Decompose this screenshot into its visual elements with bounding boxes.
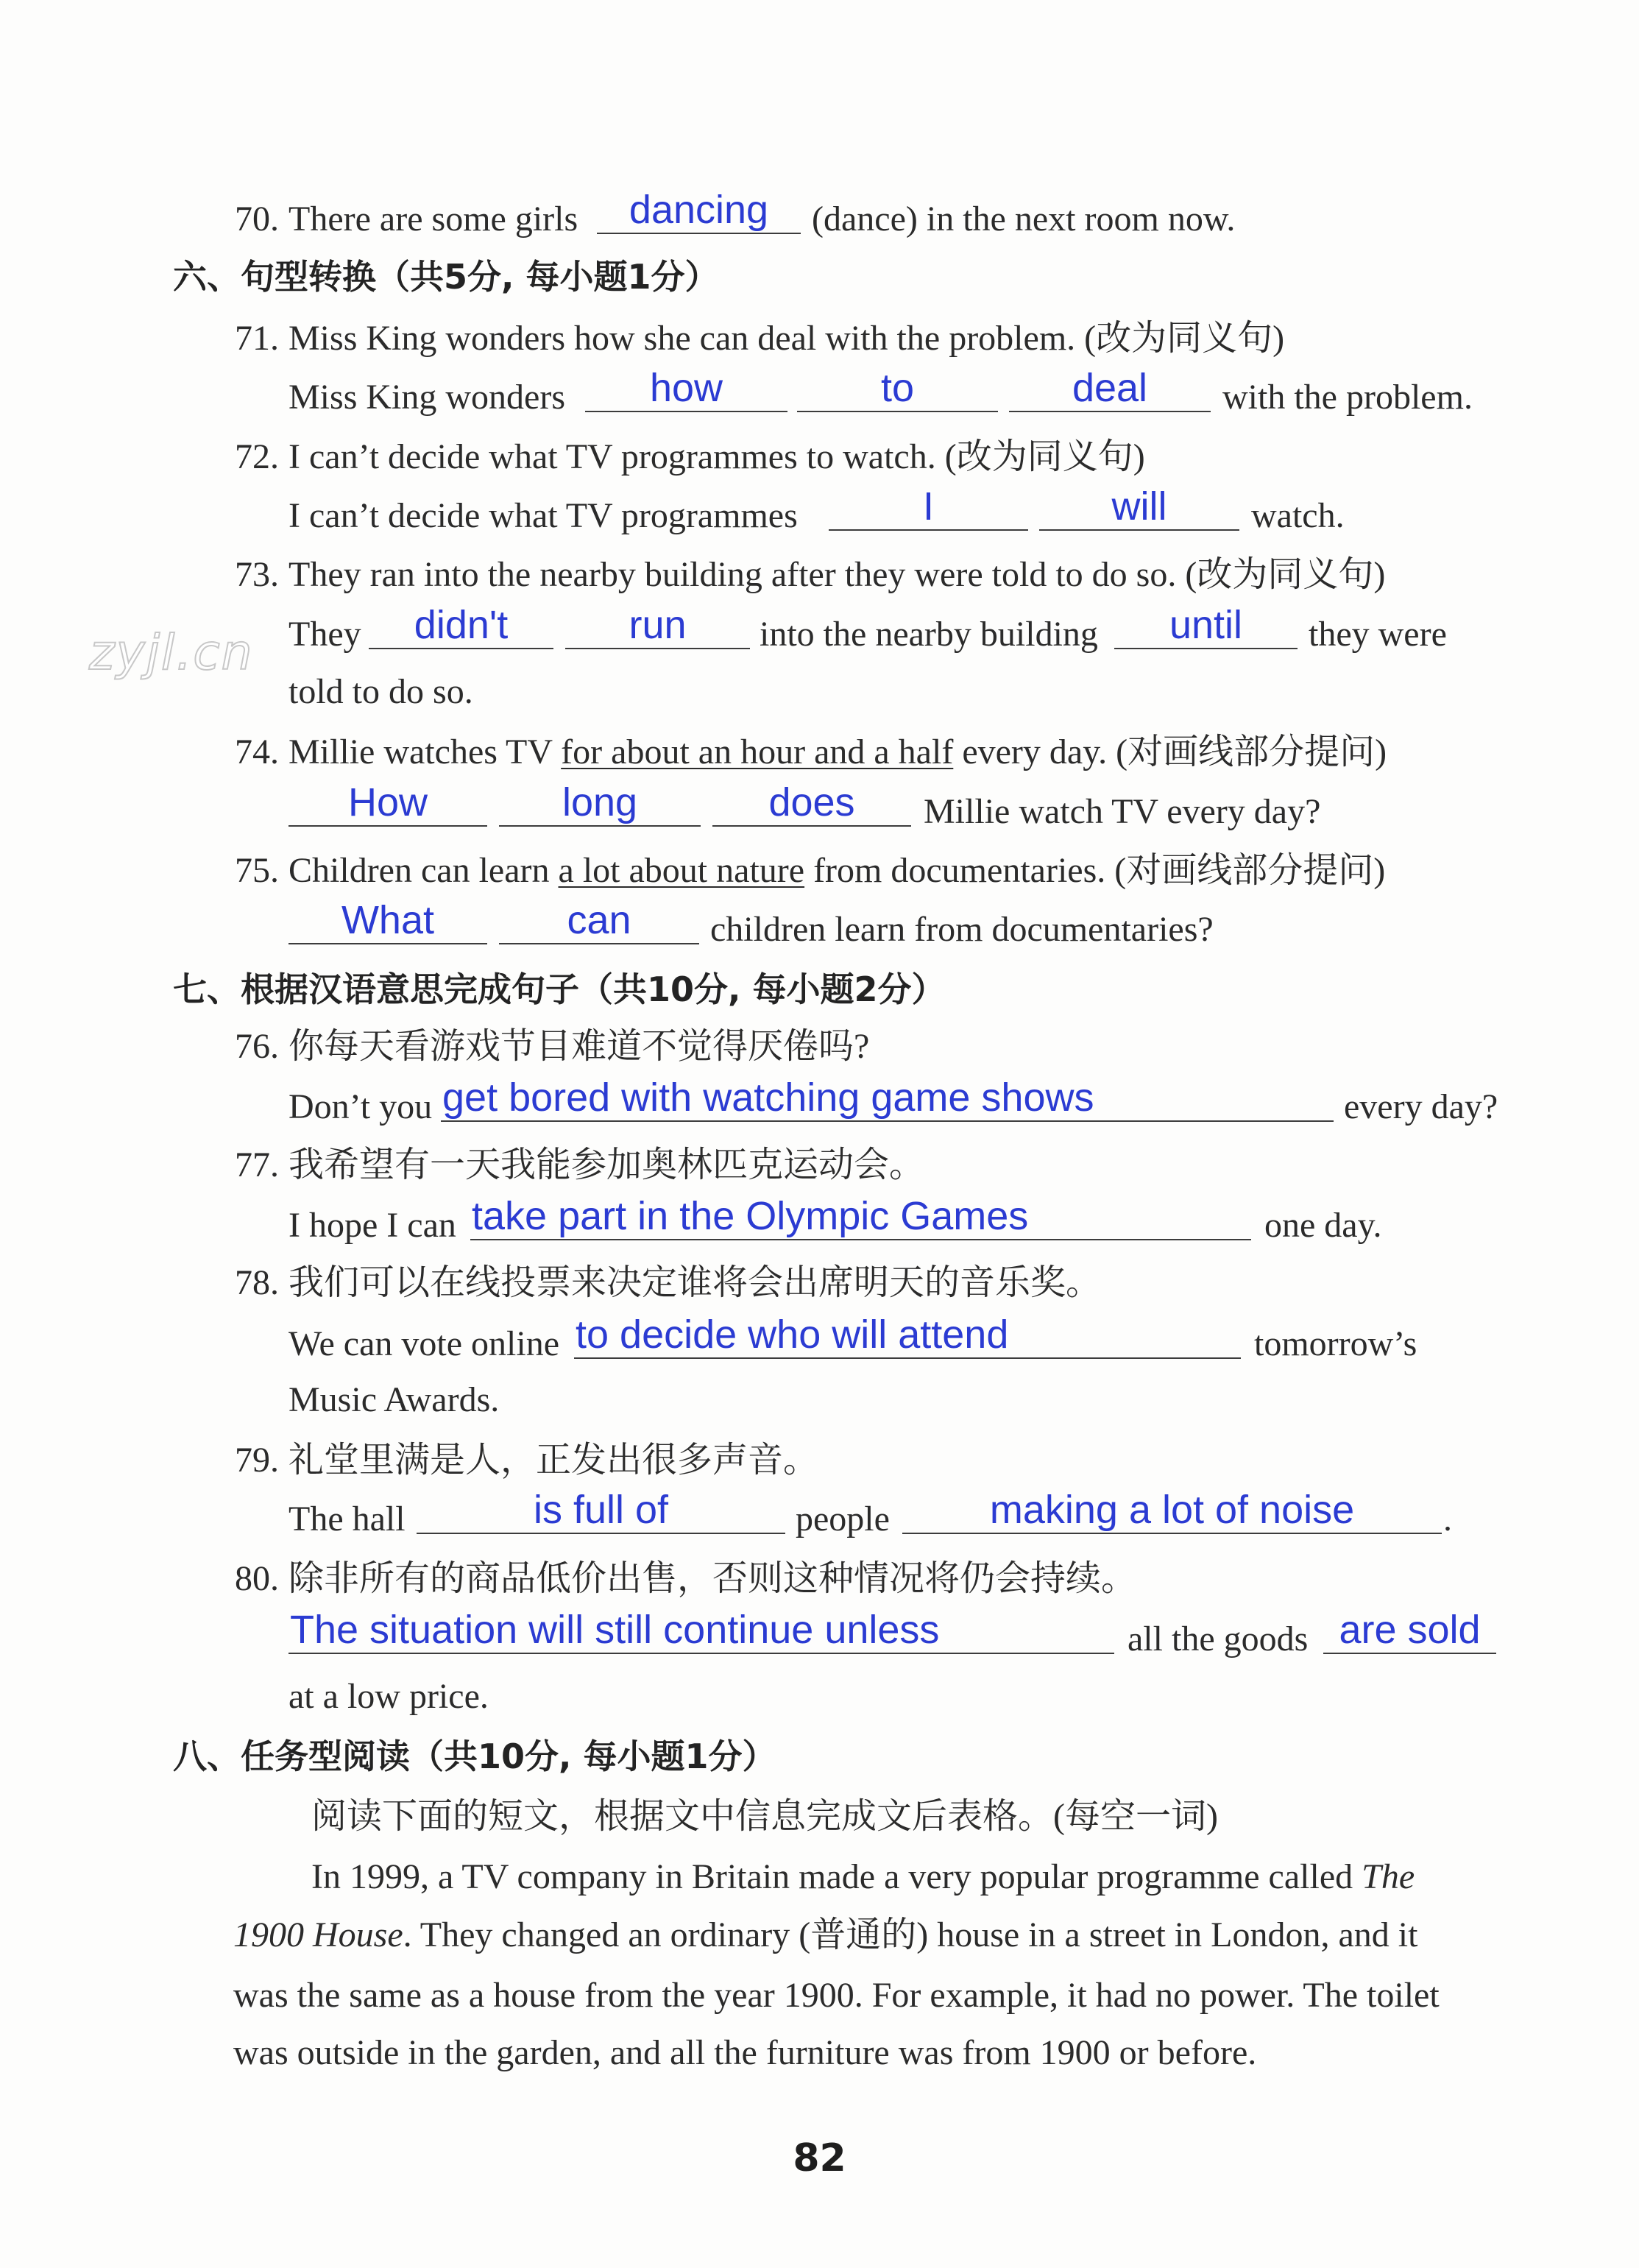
sentence-text: Millie watch TV every day? [924,792,1321,831]
answer-blank [288,780,487,827]
question-75-prompt [0,849,1639,893]
handwritten-answer: The situation will still continue unless [290,1608,940,1652]
sentence-text: Music Awards. [288,1380,500,1419]
question-79-prompt [0,1438,1639,1483]
question-number: 76. [235,1027,279,1066]
question-80-answer [0,1608,1639,1661]
question-78-prompt [0,1261,1639,1305]
question-76-answer [0,1075,1639,1129]
handwritten-answer: deal [1072,366,1148,410]
question-number: 80. [235,1559,279,1598]
prompt-after: every day. (对画线部分提问) [962,732,1387,771]
answer-blank [902,1488,1442,1534]
question-79-answer [0,1488,1639,1541]
sentence-text: Miss King wonders [288,378,566,417]
handwritten-answer: how [649,366,723,410]
question-78-continuation [0,1378,1639,1422]
answer-blank [1009,366,1211,412]
answer-blank [829,484,1028,531]
question-80-prompt [0,1557,1639,1601]
passage-line-4 [0,2031,1639,2075]
sentence-text: every day? [1344,1087,1498,1126]
handwritten-answer: long [562,780,638,824]
sentence-text: We can vote online [288,1324,559,1363]
prompt-before: Children can learn [288,851,550,890]
question-number: 71. [235,319,279,358]
passage-text: was the same as a house from the year 1900. For example, it had no power. The toilet [233,1976,1440,2015]
prompt-before: Millie watches TV [288,732,553,771]
chinese-prompt: 除非所有的商品低价出售，否则这种情况将仍会持续。 [288,1559,1137,1598]
passage-text [233,1913,1417,1957]
question-number: 74. [235,732,279,771]
handwritten-answer: can [567,898,631,942]
handwritten-answer: How [347,780,428,824]
sentence-text: into the nearby building [760,615,1098,654]
sentence-text: The hall [288,1499,406,1539]
answer-blank [499,780,701,827]
handwritten-answer: run [629,603,687,647]
answer-blank [1039,484,1239,531]
question-80-continuation [0,1675,1639,1719]
answer-blank [441,1075,1334,1122]
answer-blank [288,898,487,944]
sentence-text: children learn from documentaries? [710,910,1214,949]
section-8-header [0,1734,1639,1778]
question-number: 79. [235,1441,279,1480]
chinese-prompt: 我们可以在线投票来决定谁将会出席明天的音乐奖。 [288,1263,1102,1302]
passage-line-2 [0,1913,1639,1957]
sentence-text: I hope I can [288,1206,456,1245]
question-75-answer [0,898,1639,952]
question-76-prompt [0,1025,1639,1069]
sentence-text: with the problem. [1222,378,1473,417]
answer-blank [417,1488,785,1534]
passage-line-1 [0,1855,1639,1899]
passage-text [311,1855,1415,1899]
passage-segment: . They changed an ordinary (普通的) house in a street in London, and it [403,1915,1418,1954]
answer-blank [797,366,998,412]
section-6-header [0,255,1639,299]
question-number: 77. [235,1145,279,1184]
answer-blank [565,603,750,649]
answer-blank [288,1608,1114,1654]
question-number: 70. [235,199,279,239]
handwritten-answer: get bored with watching game shows [442,1075,1094,1120]
question-72-answer [0,484,1639,538]
sentence-text: one day. [1264,1206,1382,1245]
section-8-instruction [0,1795,1639,1839]
sentence-text: There are some girls [288,199,578,239]
answer-blank [1114,603,1298,649]
handwritten-answer: I [922,484,934,529]
passage-italic-title: The [1362,1857,1415,1896]
prompt-text: I can’t decide what TV programmes to watch. (改为同义句) [288,437,1145,476]
handwritten-answer: does [768,780,855,824]
passage-text: was outside in the garden, and all the furniture was from 1900 or before. [233,2033,1257,2072]
prompt-text [288,730,1387,774]
answer-blank [712,780,911,827]
sentence-text: told to do so. [288,672,473,711]
answer-blank [470,1194,1251,1240]
answer-blank [597,188,801,234]
question-73-continuation [0,670,1639,714]
section-title: 七、根据汉语意思完成句子（共10分, 每小题2分） [173,969,946,1009]
answer-blank [369,603,553,649]
question-77-prompt [0,1143,1639,1187]
sentence-text: They [288,615,361,654]
passage-italic-title: 1900 House [233,1915,403,1954]
answer-blank [1323,1608,1496,1654]
sentence-text: at a low price. [288,1677,489,1716]
handwritten-answer: take part in the Olympic Games [472,1194,1029,1238]
question-72-prompt [0,435,1639,479]
section-title: 六、句型转换（共5分, 每小题1分） [173,257,719,297]
handwritten-answer: didn't [414,603,509,647]
question-70 [0,188,1639,241]
question-number: 72. [235,437,279,476]
sentence-period: . [1443,1499,1452,1539]
prompt-text: They ran into the nearby building after they were told to do so. (改为同义句) [288,555,1386,594]
passage-line-3 [0,1974,1639,2018]
handwritten-answer: What [341,898,435,942]
instruction-text: 阅读下面的短文，根据文中信息完成文后表格。(每空一词) [311,1797,1218,1836]
answer-blank [499,898,699,944]
sentence-text: people [796,1499,890,1539]
chinese-prompt: 你每天看游戏节目难道不觉得厌倦吗? [288,1027,870,1066]
sentence-text: tomorrow’s [1254,1324,1417,1363]
question-73-prompt [0,553,1639,597]
underlined-phrase: for about an hour and a half [561,732,954,771]
question-number: 75. [235,851,279,890]
question-77-answer [0,1194,1639,1248]
section-7-header [0,967,1639,1011]
handwritten-answer: is full of [533,1488,669,1532]
handwritten-answer: to decide who will attend [576,1313,1009,1357]
question-74-prompt [0,730,1639,774]
sentence-text: they were [1309,615,1447,654]
chinese-prompt: 礼堂里满是人，正发出很多声音。 [288,1441,819,1480]
sentence-text: Don’t you [288,1087,433,1126]
prompt-after: from documentaries. (对画线部分提问) [813,851,1386,890]
question-71-prompt [0,317,1639,361]
passage-segment: In 1999, a TV company in Britain made a very popular programme called [311,1857,1353,1896]
question-74-answer [0,780,1639,834]
answer-blank [585,366,787,412]
question-71-answer [0,366,1639,420]
question-73-answer [0,603,1639,657]
section-title: 八、任务型阅读（共10分, 每小题1分） [173,1737,776,1776]
page-number: 82 [793,2136,846,2180]
prompt-text: Miss King wonders how she can deal with the problem. (改为同义句) [288,319,1285,358]
sentence-text: I can’t decide what TV programmes [288,496,798,535]
underlined-phrase: a lot about nature [558,851,805,890]
prompt-text [288,849,1385,893]
handwritten-answer: will [1111,484,1167,529]
watermark: zyjl.cn [89,624,254,681]
answer-blank [574,1313,1241,1359]
handwritten-answer: are sold [1339,1608,1481,1652]
question-78-answer [0,1313,1639,1366]
handwritten-answer: making a lot of noise [989,1488,1355,1532]
question-number: 73. [235,555,279,594]
handwritten-answer: dancing [629,188,769,232]
chinese-prompt: 我希望有一天我能参加奥林匹克运动会。 [288,1145,925,1184]
handwritten-answer: until [1169,603,1243,647]
sentence-text: watch. [1251,496,1345,535]
handwritten-answer: to [880,366,915,410]
question-number: 78. [235,1263,279,1302]
sentence-text: (dance) in the next room now. [812,199,1236,239]
sentence-text: all the goods [1128,1619,1309,1658]
